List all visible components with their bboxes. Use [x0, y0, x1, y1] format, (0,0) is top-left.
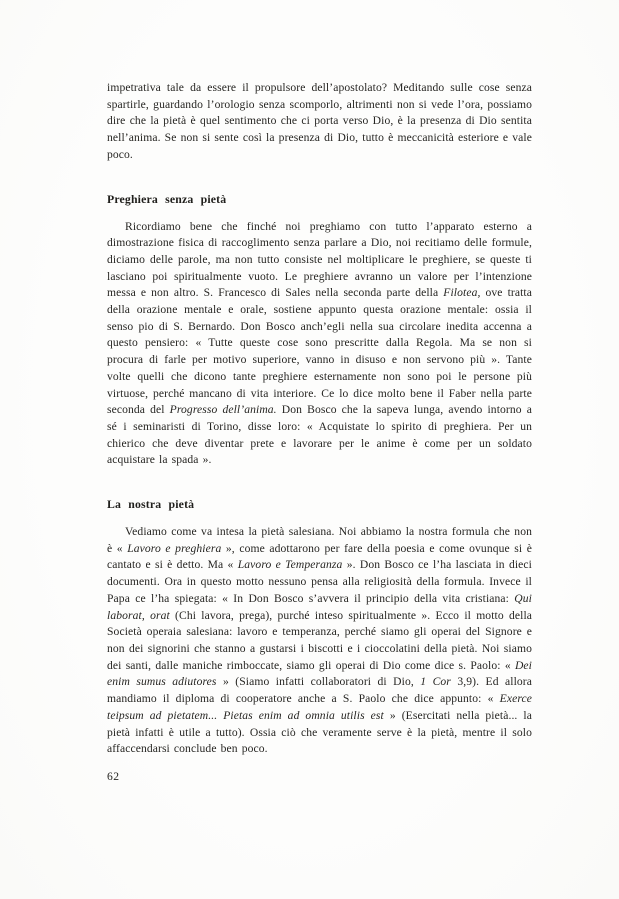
italic-text-segment: 1 Cor	[420, 675, 451, 689]
page-content	[107, 80, 532, 785]
text-segment: », come adottarono per fare della poesia e come ovunque si è cantato e si è detto. Ma «	[107, 541, 532, 572]
italic-text-segment: Qui laborat, orat	[107, 591, 532, 622]
text-segment: ». Don Bosco ce l’ha lasciata in dieci documenti. Ora in questo motto nessuno pensa alla religiosità della formula. Invece il Papa ce l’ha spiegata: « In Don Bosco s’avvera il principio della vita cristiana:	[107, 558, 532, 605]
section-heading: La nostra pietà	[107, 497, 195, 512]
text-segment: Ricordiamo bene che finché noi preghiamo con tutto l’apparato esterno a dimostrazione fisica di raccoglimento senza parlare a Dio, noi recitiamo delle formule, diciamo delle parole, ma non tutto consiste nel moltiplicare le preghiere, se queste ti lasciano poi spiritualmente vuoto. Le preghiere avranno un valore per l’intenzione messa e non altro. S. Francesco di Sales nella seconda parte della	[107, 219, 532, 300]
text-segment: » (Siamo infatti collaboratori di Dio,	[216, 675, 421, 689]
text-segment: » (Esercitati nella pietà... la pietà infatti è utile a tutto). Ossia ciò che veramente serve è la pietà, mentre il solo affaccendarsi conclude ben poco.	[107, 708, 532, 756]
paragraph	[107, 524, 532, 758]
paragraph	[107, 80, 532, 164]
section-heading: Preghiera senza pietà	[107, 191, 227, 206]
italic-text-segment: Dei enim sumus adiutores	[107, 658, 532, 689]
italic-text-segment: Filotea,	[443, 286, 481, 300]
page-number: 62	[107, 769, 120, 783]
text-segment: impetrativa tale da essere il propulsore dell’apostolato? Meditando sulle cose senza spartirle, guardando l’orologio senza scomporlo, altrimenti non si vede l’ora, possiamo dire che la pietà è quel sentimento che ci porta verso Dio, è la presenza di Dio sentita nell’anima. Se non si sente così la presenza di Dio, tutto è meccanicità esteriore e vale poco.	[107, 81, 532, 161]
text-segment: Vediamo come va intesa la pietà salesiana. Noi abbiamo la nostra formula che non è «	[107, 525, 532, 555]
text-segment: ove tratta della orazione mentale e orale, sostiene appunto questa orazione mentale: ossia il senso pio di S. Bernardo. Don Bosco anch’egli nella sua circolare inedita accenna a questo pensiero: « Tutte queste cose sono prescritte dalla Regola. Ma se non si procura di farle per motivo superiore, vanno in disuso e non servono più ». Tante volte quelli che dicono tante preghiere esternamente non sono poi le persone più virtuose, perché mancano di vita interiore. Ce lo dice molto bene il Faber nella parte seconda del	[107, 286, 533, 417]
text-segment: 3,9). Ed allora mandiamo il diploma di cooperatore anche a S. Paolo che dice appunto: «	[107, 675, 532, 706]
paragraph	[107, 219, 532, 470]
italic-text-segment: Lavoro e Temperanza	[237, 558, 343, 572]
italic-text-segment: Lavoro e preghiera	[127, 541, 222, 555]
italic-text-segment: Progresso dell’anima.	[169, 403, 277, 417]
text-segment: Don Bosco che la sapeva lunga, avendo intorno a sé i seminaristi di Torino, disse loro: « Acquistate lo spirito di preghiera. Per un chierico che deve diventar prete e lavorare per le anime è come per un soldato acquistare la spada ».	[107, 403, 532, 467]
text-segment: (Chi lavora, prega), purché inteso spiritualmente ». Ecco il motto della Società operaia salesiana: lavoro e temperanza, perché siamo gli operai del Signore e non dei signorini che stanno a gustarsi i biscotti e i cioccolatini della pietà. Noi siamo dei santi, dalle maniche rimboccate, siamo gli operai di Dio come dice s. Paolo: «	[107, 608, 533, 672]
italic-text-segment: Exerce teipsum ad pietatem... Pietas enim ad omnia utilis est	[107, 692, 532, 722]
